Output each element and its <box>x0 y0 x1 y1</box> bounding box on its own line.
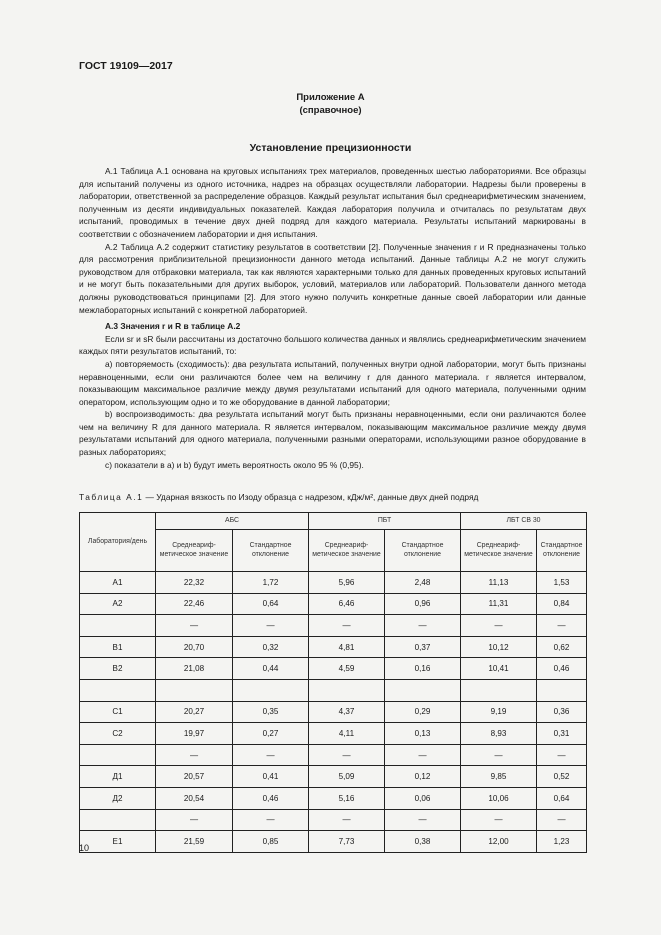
row-value-cell: 0,85 <box>233 831 309 853</box>
row-value-cell <box>461 679 537 701</box>
row-value-cell: 0,96 <box>385 593 461 615</box>
row-value-cell: — <box>537 809 587 831</box>
row-value-cell: 4,81 <box>309 636 385 658</box>
row-value-cell: 9,85 <box>461 766 537 788</box>
row-value-cell: — <box>385 615 461 637</box>
row-value-cell: 11,31 <box>461 593 537 615</box>
subheader-mean: Среднеариф-метическое значение <box>309 530 385 572</box>
row-value-cell: 2,48 <box>385 572 461 594</box>
row-value-cell: — <box>537 615 587 637</box>
subheading-a3: А.3 Значения r и R в таблице А.2 <box>105 321 241 332</box>
standard-header: ГОСТ 19109—2017 <box>79 60 173 72</box>
row-value-cell: 1,72 <box>233 572 309 594</box>
row-value-cell: 0,16 <box>385 658 461 680</box>
row-value-cell: — <box>309 809 385 831</box>
row-value-cell: — <box>156 615 233 637</box>
row-value-cell: — <box>385 744 461 766</box>
paragraph-a2: А.2 Таблица А.2 содержит статистику результатов в соответствии [2]. Полученные значения r и R предназначены только для рассмотрения приблизительной прецизионности данного метода испытаний. Данные таблицы А.2 не могут служить руководством для отбраковки материала, так как являются характерными только для данных проведенных круговых испытаний и не могут быть показательными для других выборок, условий, материалов или лабораторий. Пользователи данного метода должны руководствоваться принципами [2]. Для этого нужно получить конкретные данные своей лаборатории или данные межлабораторных испытаний с конкретной лабораторией. <box>79 241 586 315</box>
subheader-mean: Среднеариф-метическое значение <box>461 530 537 572</box>
material-header-lbt: ЛБТ СВ 30 <box>461 513 587 530</box>
body-text <box>79 165 586 471</box>
row-value-cell: 0,13 <box>385 723 461 745</box>
annex-title: Приложение А <box>296 92 365 103</box>
row-value-cell: 0,37 <box>385 636 461 658</box>
row-value-cell: — <box>156 809 233 831</box>
row-value-cell: 0,32 <box>233 636 309 658</box>
row-value-cell: 9,19 <box>461 701 537 723</box>
row-value-cell: 5,96 <box>309 572 385 594</box>
page-number: 10 <box>79 843 90 853</box>
subheader-std: Стандартное отклонение <box>537 530 587 572</box>
row-value-cell: 0,46 <box>537 658 587 680</box>
row-value-cell: 0,84 <box>537 593 587 615</box>
material-header-pbt: ПБТ <box>309 513 461 530</box>
row-value-cell: 0,64 <box>537 787 587 809</box>
table-caption-label: Таблица А.1 <box>79 492 144 502</box>
row-value-cell: — <box>233 615 309 637</box>
row-value-cell: 20,70 <box>156 636 233 658</box>
row-value-cell: 10,41 <box>461 658 537 680</box>
row-value-cell: 20,54 <box>156 787 233 809</box>
row-value-cell: 12,00 <box>461 831 537 853</box>
row-lab-cell: С2 <box>80 723 156 745</box>
row-value-cell: 0,35 <box>233 701 309 723</box>
row-value-cell: — <box>233 744 309 766</box>
row-lab-cell <box>80 809 156 831</box>
table-row <box>80 615 587 637</box>
row-value-cell: — <box>233 809 309 831</box>
material-header-abs: АБС <box>156 513 309 530</box>
row-value-cell: 0,29 <box>385 701 461 723</box>
table-row <box>80 831 587 853</box>
row-value-cell <box>233 679 309 701</box>
row-value-cell <box>156 679 233 701</box>
paragraph-a3-intro: Если sr и sR были рассчитаны из достаточно большого количества данных и являлись среднеарифметическим значением каждых пяти результатов испытаний, то: <box>79 333 586 357</box>
row-lab-cell: С1 <box>80 701 156 723</box>
table-row <box>80 766 587 788</box>
subheader-std: Стандартное отклонение <box>385 530 461 572</box>
row-lab-cell: А2 <box>80 593 156 615</box>
row-value-cell: 22,32 <box>156 572 233 594</box>
row-value-cell: 20,27 <box>156 701 233 723</box>
row-value-cell <box>537 679 587 701</box>
row-lab-cell <box>80 744 156 766</box>
row-value-cell: 0,52 <box>537 766 587 788</box>
row-lab-cell <box>80 679 156 701</box>
row-value-cell: 0,06 <box>385 787 461 809</box>
row-value-cell: 21,08 <box>156 658 233 680</box>
row-value-cell <box>385 679 461 701</box>
table-row <box>80 658 587 680</box>
row-value-cell: 11,13 <box>461 572 537 594</box>
row-value-cell: 0,46 <box>233 787 309 809</box>
section-title: Установление прецизионности <box>249 142 412 154</box>
table-caption <box>79 492 599 502</box>
row-value-cell: 0,36 <box>537 701 587 723</box>
row-value-cell: 5,16 <box>309 787 385 809</box>
row-value-cell: — <box>461 615 537 637</box>
paragraph-reproducibility: b) воспроизводимость: два результата испытаний могут быть признаны неравноценными, если они различаются более чем на величину R для данного материала. R является интервалом, показывающим максимальное различие между двумя результатами испытаний для одного материала, полученными разными операторами, использующими разное оборудование в разных лабораториях; <box>79 409 586 458</box>
impact-strength-table <box>79 512 587 853</box>
row-value-cell: 4,11 <box>309 723 385 745</box>
paragraph-a1: А.1 Таблица А.1 основана на круговых испытаниях трех материалов, проведенных шестью лабораториями. Все образцы для испытаний получены из одного источника, надрез на образцах осуществляли лаборатории. Надрезы были проверены в лаборатории, ответственной за распределение образцов. Каждый результат испытания был среднеарифметическим значением, полученным из десяти индивидуальных показателей. Каждая лаборатория получила и отчиталась по результатам двух испытаний, проводимых в течение двух дней подряд для каждого материала. Результаты испытаний маркированы в соответствии с обозначением лаборатории и дня испытания. <box>79 166 586 239</box>
table-row <box>80 679 587 701</box>
table-row <box>80 636 587 658</box>
table-caption-text: — Ударная вязкость по Изоду образца с надрезом, кДж/м², данные двух дней подряд <box>143 492 479 502</box>
table-row <box>80 593 587 615</box>
table-row <box>80 809 587 831</box>
row-value-cell: 19,97 <box>156 723 233 745</box>
row-value-cell: 5,09 <box>309 766 385 788</box>
row-value-cell: 0,31 <box>537 723 587 745</box>
row-value-cell: 4,37 <box>309 701 385 723</box>
subheader-std: Стандартное отклонение <box>233 530 309 572</box>
row-value-cell: 8,93 <box>461 723 537 745</box>
row-value-cell: 0,41 <box>233 766 309 788</box>
row-lab-cell: Д2 <box>80 787 156 809</box>
row-value-cell: 0,38 <box>385 831 461 853</box>
row-value-cell: 20,57 <box>156 766 233 788</box>
row-value-cell: 0,27 <box>233 723 309 745</box>
annex-heading <box>0 91 661 117</box>
row-value-cell: 21,59 <box>156 831 233 853</box>
row-value-cell: 4,59 <box>309 658 385 680</box>
row-lab-cell <box>80 615 156 637</box>
row-value-cell: — <box>537 744 587 766</box>
row-value-cell: 1,53 <box>537 572 587 594</box>
row-value-cell: 1,23 <box>537 831 587 853</box>
row-lab-cell: В1 <box>80 636 156 658</box>
table-row <box>80 723 587 745</box>
row-value-cell: 0,12 <box>385 766 461 788</box>
row-value-cell: 0,44 <box>233 658 309 680</box>
table-row <box>80 744 587 766</box>
row-value-cell: 6,46 <box>309 593 385 615</box>
paragraph-probability: с) показатели в а) и b) будут иметь вероятность около 95 % (0,95). <box>105 459 364 470</box>
table-row <box>80 787 587 809</box>
row-value-cell: 7,73 <box>309 831 385 853</box>
row-value-cell: 0,64 <box>233 593 309 615</box>
row-value-cell: — <box>309 744 385 766</box>
row-value-cell: — <box>461 744 537 766</box>
row-value-cell: — <box>385 809 461 831</box>
table-row <box>80 701 587 723</box>
row-value-cell <box>309 679 385 701</box>
row-value-cell: 10,12 <box>461 636 537 658</box>
row-value-cell: — <box>156 744 233 766</box>
row-value-cell: — <box>461 809 537 831</box>
row-value-cell: 22,46 <box>156 593 233 615</box>
paragraph-repeatability: а) повторяемость (сходимость): два результата испытаний, полученных внутри одной лаборатории, могут быть признаны неравноценными, если они различаются более чем на величину r для данного материала. r является интервалом, показывающим максимальное различие между двумя результатами испытаний для одного материала, полученными одним оператором, использующим одно и то же оборудование в данной лаборатории; <box>79 358 586 407</box>
row-lab-cell: А1 <box>80 572 156 594</box>
annex-subtitle: (справочное) <box>299 105 362 116</box>
table-row <box>80 572 587 594</box>
row-lab-cell: В2 <box>80 658 156 680</box>
table-body <box>80 572 587 853</box>
column-header-lab: Лаборатория/день <box>80 513 156 572</box>
row-value-cell: — <box>309 615 385 637</box>
subheader-mean: Среднеариф-метическое значение <box>156 530 233 572</box>
row-lab-cell: Д1 <box>80 766 156 788</box>
row-value-cell: 0,62 <box>537 636 587 658</box>
row-value-cell: 10,06 <box>461 787 537 809</box>
row-lab-cell: Е1 <box>80 831 156 853</box>
